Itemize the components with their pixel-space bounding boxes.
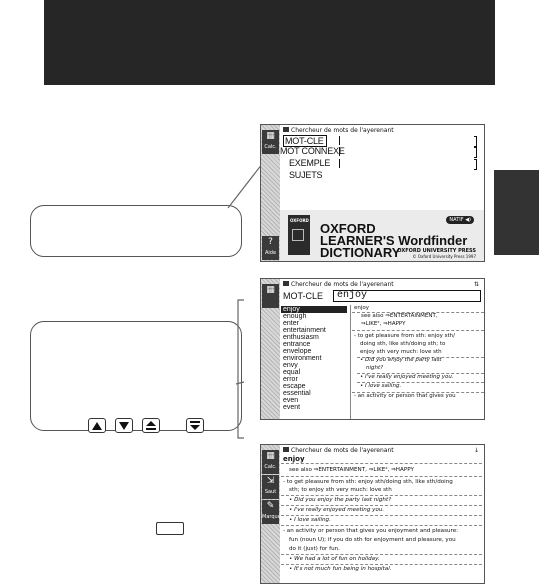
list-item[interactable]: event	[283, 404, 301, 411]
list-item[interactable]: enjoy	[281, 306, 347, 313]
menu-item-mot-connexe[interactable]: MOT CONNEXE	[280, 146, 345, 156]
sort-icon: ⇅	[473, 281, 479, 288]
speaker-icon: ◀)	[465, 217, 471, 223]
double-up-icon	[145, 421, 157, 431]
calculator-button[interactable]: ▦ Calc.	[262, 130, 279, 154]
book-cover: OXFORD	[288, 215, 310, 255]
list-item[interactable]: error	[283, 376, 298, 383]
calculator-button[interactable]: ▦ Calc.	[262, 450, 279, 474]
list-item[interactable]: essential	[283, 390, 311, 397]
list-item[interactable]: enter	[283, 320, 299, 327]
preview-headword: enjoy	[354, 305, 370, 311]
help-icon: ?	[268, 237, 273, 247]
page-up-key[interactable]	[142, 418, 160, 433]
calculator-button[interactable]	[262, 284, 279, 308]
mot-connexe-field[interactable]	[339, 147, 477, 156]
blank-key[interactable]	[156, 522, 184, 535]
copyright: © Oxford University Press 1997	[412, 254, 476, 259]
list-item[interactable]: entrance	[283, 341, 311, 348]
definition-line: sth; to enjoy sth very much: love sth	[289, 487, 392, 493]
jump-button[interactable]: ⇲ Saut	[262, 475, 279, 499]
definition-line: • I've really enjoyed meeting you.	[289, 507, 385, 513]
jump-icon: ⇲	[266, 476, 275, 486]
marker-icon: ✎	[266, 501, 275, 511]
menu-screen	[260, 124, 485, 262]
exemple-field[interactable]	[339, 159, 477, 168]
calculator-icon: ▦	[266, 451, 275, 461]
definition-line: see also ⇒ENTERTAINMENT, ⇒LIKE², ⇒HAPPY	[289, 467, 414, 473]
list-item[interactable]: envy	[283, 362, 298, 369]
screen-title: Chercheur de mots de l'ayerenant	[283, 281, 394, 288]
word-list-screen	[260, 278, 485, 420]
definition-line: • We had a lot of fun on holiday.	[289, 556, 380, 562]
marker-button[interactable]: ✎ Marqueur	[262, 500, 279, 524]
definition-line: do it (just) for fun.	[289, 546, 340, 552]
dictionary-banner	[280, 210, 484, 261]
menu-item-exemple[interactable]: EXEMPLE	[289, 158, 331, 168]
list-item[interactable]: entertainment	[283, 327, 326, 334]
definition-line: • I love sailing.	[289, 517, 331, 523]
screen-title: Chercheur de mots de l'ayerenant	[283, 127, 394, 134]
up-arrow-key[interactable]	[88, 418, 106, 433]
double-down-icon	[189, 421, 201, 431]
definition-screen	[260, 444, 485, 584]
preview-line: see also ⇒ENTERTAINMENT,	[361, 313, 438, 319]
up-triangle-icon	[91, 421, 103, 431]
menu-item-sujets[interactable]: SUJETS	[289, 170, 323, 180]
preview-line: - an activity or person that gives you	[354, 393, 456, 399]
keyword-label: MOT-CLE	[283, 291, 324, 301]
preview-line: ⇒LIKE², ⇒HAPPY	[361, 321, 406, 327]
word-list	[280, 305, 351, 419]
list-item[interactable]: enough	[283, 313, 307, 320]
preview-line: night?	[366, 365, 384, 371]
definition-line: - to get pleasure from sth: enjoy sth/doing sth, like sth/doing	[283, 479, 453, 485]
preview-line: enjoy sth very much: love sth	[360, 349, 442, 355]
list-item[interactable]: escape	[283, 383, 306, 390]
definition-line: • Did you enjoy the party last night?	[289, 497, 392, 503]
page-down-key[interactable]	[186, 418, 204, 433]
definition-line: - an activity or person that gives you enjoyment and pleasure:	[283, 528, 459, 534]
keyword-input[interactable]: enjoy	[333, 290, 481, 302]
preview-line: • I love sailing.	[360, 383, 402, 389]
banner-title: OXFORD LEARNER'S Wordfinder DICTIONARY	[320, 221, 468, 260]
preview-line: doing sth, like sth/doing sth; to	[360, 341, 446, 347]
mot-cle-field[interactable]	[339, 136, 477, 145]
list-item[interactable]: enthusiasm	[283, 334, 319, 341]
definition-line: fun (noun U); if you do sth for enjoyment and pleasure, you	[289, 537, 456, 543]
calculator-icon: ▦	[266, 131, 275, 141]
list-item[interactable]: environment	[283, 355, 322, 362]
definition-line: • It's not much fun being in hospital.	[289, 566, 392, 572]
help-button[interactable]: ? Aide	[262, 236, 279, 260]
down-arrow-key[interactable]	[115, 418, 133, 433]
natif-button[interactable]: NATIF ◀)	[446, 216, 474, 224]
down-triangle-icon	[118, 421, 130, 431]
scroll-indicator-icon: ↓	[473, 447, 479, 454]
preview-line: • I've really enjoyed meeting you.	[360, 374, 454, 380]
calculator-icon: ▦	[266, 285, 275, 295]
screen-title: Chercheur de mots de l'ayerenant	[283, 447, 394, 454]
preview-line: • Did you enjoy the party last	[360, 357, 442, 363]
preview-line: - to get pleasure from sth: enjoy sth/	[354, 333, 455, 339]
headword: enjoy	[283, 455, 305, 463]
list-item[interactable]: even	[283, 397, 299, 404]
list-item[interactable]: envelope	[283, 348, 312, 355]
list-item[interactable]: equal	[283, 369, 301, 376]
publisher: OXFORD UNIVERSITY PRESS	[397, 248, 476, 254]
menu-item-mot-cle[interactable]: MOT-CLE	[283, 135, 327, 147]
